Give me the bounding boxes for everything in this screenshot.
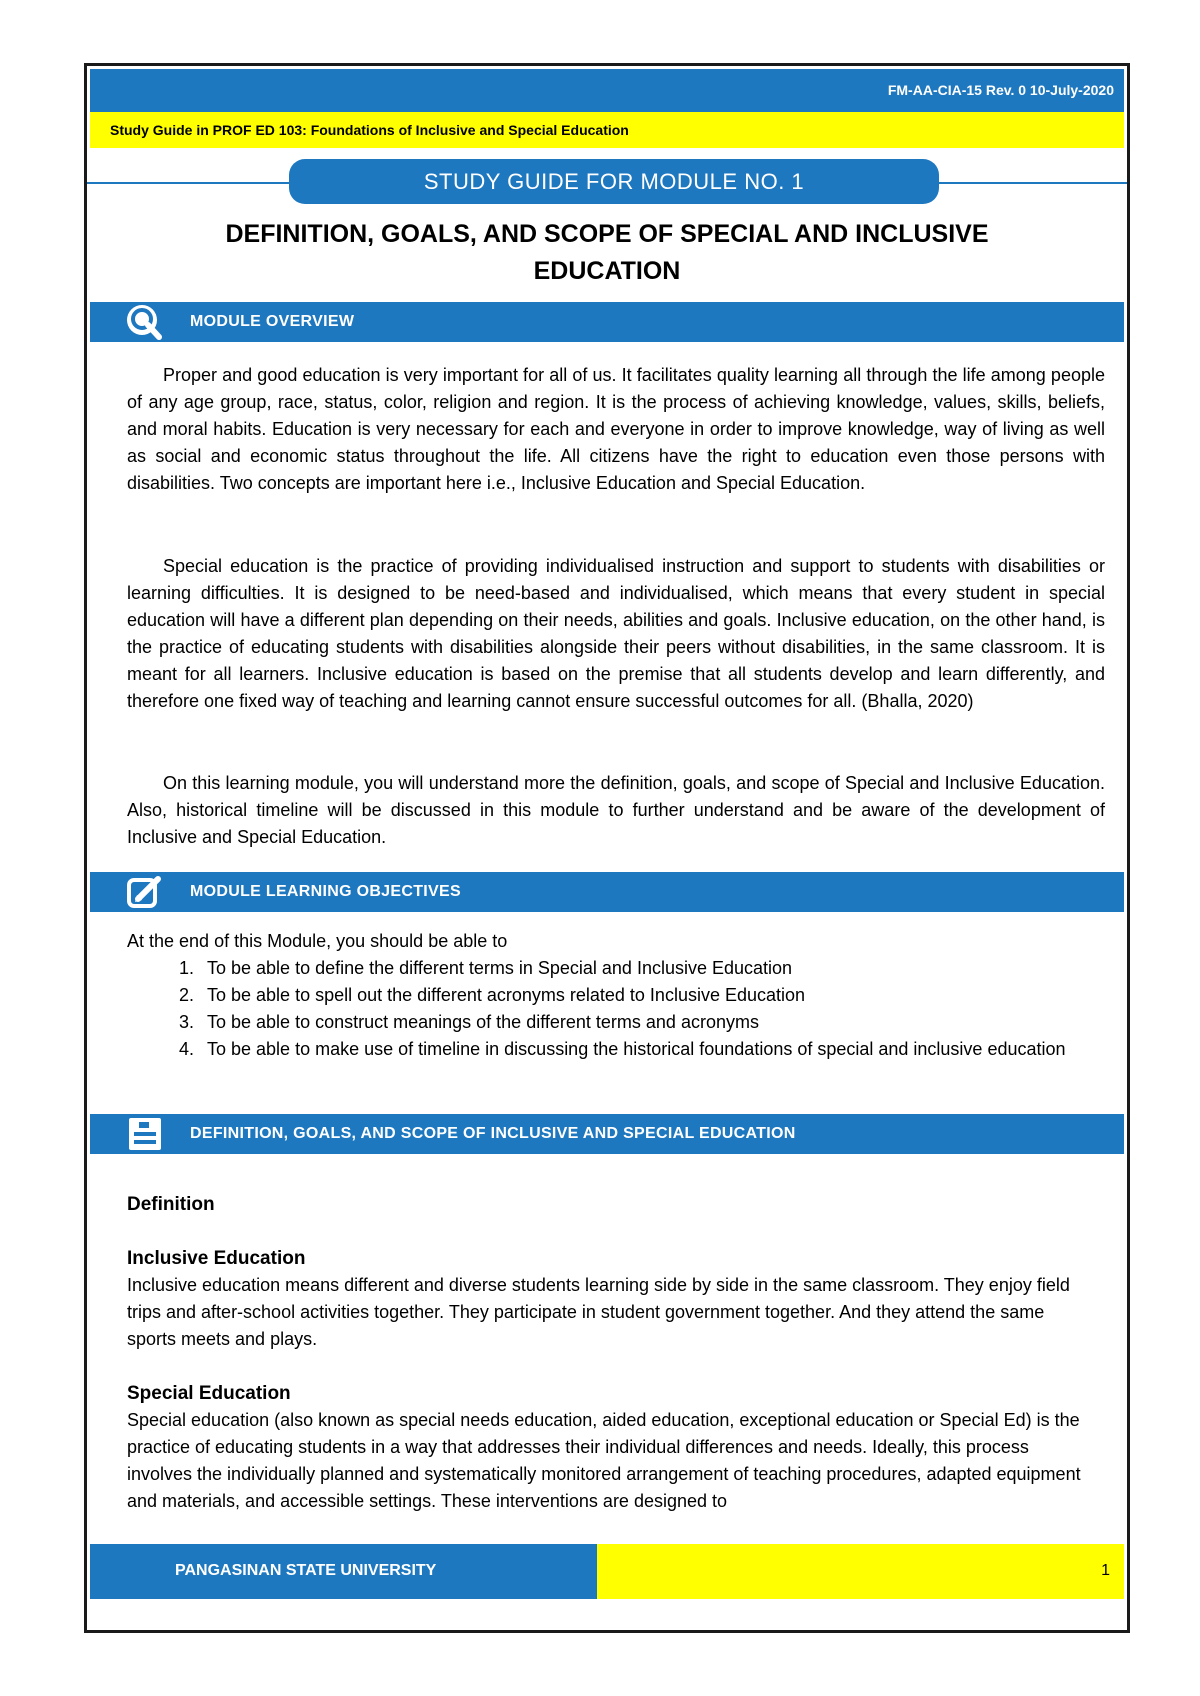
section-heading-overview: MODULE OVERVIEW: [190, 313, 355, 330]
objective-item: 1. To be able to define the different terms in Special and Inclusive Education: [199, 955, 1087, 982]
definition-section: [127, 1191, 1087, 1515]
edit-icon: [126, 874, 164, 910]
definition-subheading: Definition: [127, 1194, 215, 1215]
objective-item: 3. To be able to construct meanings of the different terms and acronyms: [199, 1009, 1087, 1036]
objectives-intro: At the end of this Module, you should be able to: [127, 931, 508, 951]
objective-item: 4. To be able to make use of timeline in discussing the historical foundations of special and inclusive education: [199, 1036, 1087, 1063]
special-education-text: Special education (also known as special needs education, aided education, exceptional education or Special Ed) is the practice of educating students in a way that addresses their individual differences and needs. Ideally, this process involves the individually planned and systematically monitored arrangement of teaching procedures, adapted equipment and materials, and accessible settings. These interventions are designed to: [127, 1410, 1081, 1511]
course-bar: [90, 112, 1124, 148]
section-heading-definitions: DEFINITION, GOALS, AND SCOPE OF INCLUSIVE AND SPECIAL EDUCATION: [190, 1125, 796, 1142]
footer-university-bar: [90, 1544, 597, 1599]
overview-paragraph-1: Proper and good education is very important for all of us. It facilitates quality learning all through the life among people of any age group, race, status, color, religion and region. It is the process of achieving knowledge, values, skills, beliefs, and moral habits. Education is very necessary for each and everyone in order to improve knowledge, way of living as well as social and economic status throughout the life. All citizens have the right to education even those persons with disabilities. Two concepts are important here i.e., Inclusive Education and Special Education.: [127, 365, 1105, 493]
section-bar-objectives: [90, 872, 1124, 912]
study-guide-label: STUDY GUIDE FOR MODULE NO. 1: [289, 159, 939, 204]
magnifier-icon: [126, 304, 164, 340]
objective-item: 2. To be able to spell out the different acronyms related to Inclusive Education: [199, 982, 1087, 1009]
form-code: FM-AA-CIA-15 Rev. 0 10-July-2020: [887, 82, 1114, 98]
objectives-list: [127, 955, 1087, 1063]
overview-paragraph-3: On this learning module, you will understand more the definition, goals, and scope of Special and Inclusive Education. Also, historical timeline will be discussed in this module to further understand and be aware of the development of Inclusive and Special Education.: [127, 773, 1105, 847]
section-heading-objectives: MODULE LEARNING OBJECTIVES: [190, 883, 461, 900]
section-bar-definitions: [90, 1114, 1124, 1154]
title-line-2: EDUCATION: [533, 257, 681, 285]
course-title: Study Guide in PROF ED 103: Foundations of Inclusive and Special Education: [110, 122, 629, 138]
header-bar: [90, 69, 1124, 112]
page-title: [127, 216, 1087, 290]
page-number: 1: [1101, 1562, 1110, 1579]
overview-paragraph-2: Special education is the practice of providing individualised instruction and support to students with disabilities or learning difficulties. It is designed to be need-based and individualised, which means that every student in special education will have a different plan depending on their needs, abilities and goals. Inclusive education, on the other hand, is the practice of educating students with disabilities alongside their peers without disabilities, in the same classroom. It is meant for all learners. Inclusive education is based on the premise that all students develop and learn differently, and therefore one fixed way of teaching and learning cannot ensure successful outcomes for all. (Bhalla, 2020): [127, 556, 1105, 711]
objectives-list-block: [127, 928, 1087, 1063]
page-frame: [84, 63, 1130, 1633]
inclusive-education-heading: Inclusive Education: [127, 1248, 306, 1269]
document-icon: [126, 1116, 164, 1152]
inclusive-education-text: Inclusive education means different and diverse students learning side by side in the same classroom. They enjoy field trips and after-school activities together. They participate in student government together. And they attend the same sports meets and plays.: [127, 1275, 1070, 1349]
title-line-1: DEFINITION, GOALS, AND SCOPE OF SPECIAL AND INCLUSIVE: [225, 220, 989, 248]
special-education-heading: Special Education: [127, 1383, 291, 1404]
footer-page-bar: [597, 1544, 1124, 1599]
university-name: PANGASINAN STATE UNIVERSITY: [175, 1562, 437, 1579]
section-bar-overview: [90, 302, 1124, 342]
